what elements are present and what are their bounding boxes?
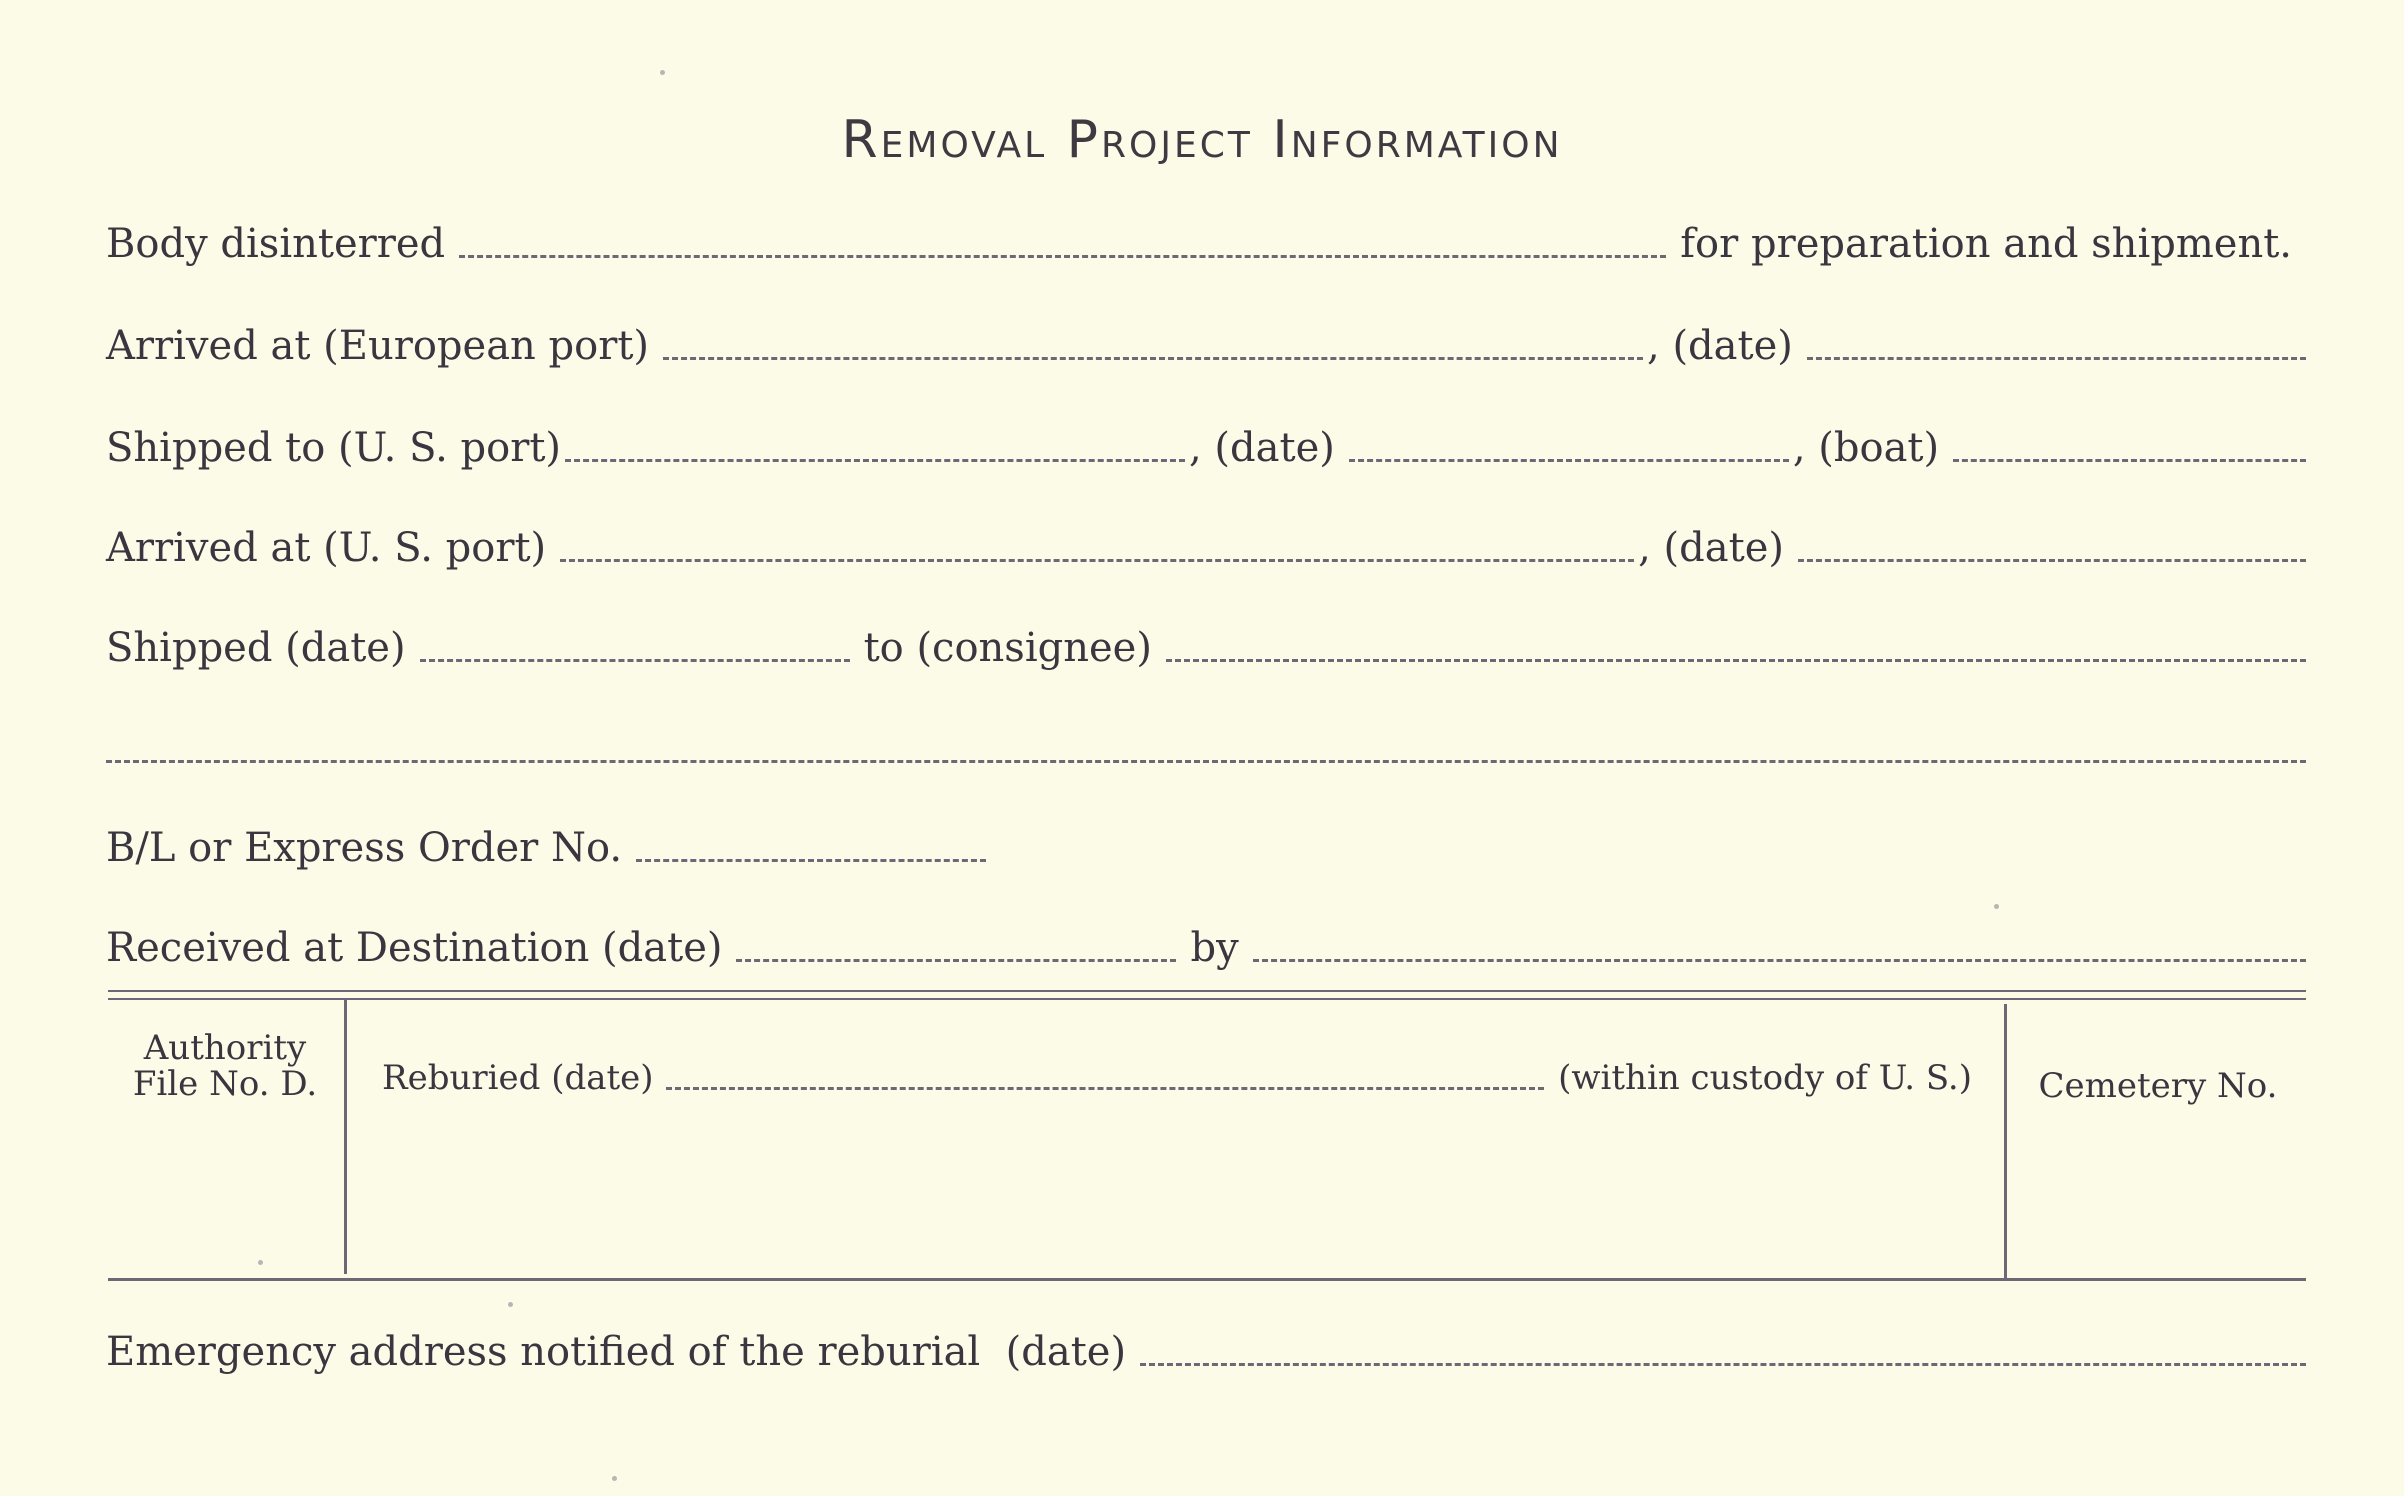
reburied-row: [382, 1058, 1972, 1098]
reburied-date-field[interactable]: [666, 1087, 1545, 1090]
body-disinterred-field[interactable]: [459, 255, 1666, 258]
emergency-row: [106, 1328, 2306, 1376]
received-date-field[interactable]: [736, 959, 1176, 962]
received-by-field[interactable]: [1253, 959, 2306, 962]
us-port-field[interactable]: [565, 459, 1185, 462]
by-label: by: [1190, 925, 1239, 971]
european-date-field[interactable]: [1807, 357, 2306, 360]
bl-order-row: [106, 824, 2306, 872]
european-date-label: , (date): [1647, 323, 1793, 369]
authority-file-label: [110, 1030, 340, 1102]
arrived-us-row: [106, 524, 2306, 572]
received-row: [106, 924, 2306, 972]
shipped-date-label: Shipped (date): [106, 625, 406, 671]
boat-field[interactable]: [1953, 459, 2306, 462]
double-rule: [108, 990, 2306, 1000]
arrived-european-row: [106, 322, 2306, 370]
emergency-date-field[interactable]: [1140, 1363, 2306, 1366]
file-no-line: File No. D.: [132, 1064, 318, 1104]
paper-speck: [258, 1260, 263, 1265]
boat-label: , (boat): [1792, 425, 1940, 471]
shipped-date-row: [106, 624, 2306, 672]
consignee-field[interactable]: [1166, 659, 2306, 662]
european-port-field[interactable]: [663, 357, 1643, 360]
cemetery-no-label: Cemetery No.: [2038, 1066, 2278, 1106]
paper-speck: [508, 1302, 513, 1307]
received-label: Received at Destination (date): [106, 925, 723, 971]
box-divider-left: [344, 1000, 347, 1274]
bl-order-label: B/L or Express Order No.: [106, 825, 623, 871]
custody-label: (within custody of U. S.): [1558, 1058, 1972, 1098]
body-disinterred-row: [106, 220, 2306, 268]
body-disinterred-label: Body disinterred: [106, 221, 446, 267]
emergency-label: Emergency address notified of the reburial (date): [106, 1329, 1127, 1375]
paper-speck: [612, 1476, 617, 1481]
arrived-us-port-field[interactable]: [560, 559, 1634, 562]
box-divider-right: [2004, 1004, 2007, 1280]
arrived-us-date-label: , (date): [1638, 525, 1784, 571]
reburied-label: Reburied (date): [382, 1058, 654, 1098]
bl-order-field[interactable]: [636, 859, 986, 862]
box-bottom-rule: [108, 1278, 2306, 1281]
shipped-us-date-field[interactable]: [1349, 459, 1789, 462]
consignee-continuation-field[interactable]: [106, 760, 2306, 763]
paper-speck: [1994, 904, 1999, 909]
arrived-us-date-field[interactable]: [1798, 559, 2306, 562]
shipped-date-label: , (date): [1189, 425, 1335, 471]
shipped-us-label: Shipped to (U. S. port): [106, 425, 561, 471]
paper-speck: [660, 70, 665, 75]
consignee-label: to (consignee): [863, 625, 1152, 671]
shipped-us-row: [106, 424, 2306, 472]
preparation-shipment-label: for preparation and shipment.: [1680, 221, 2292, 267]
shipped-date-field[interactable]: [420, 659, 850, 662]
form-title: Removal Project Information: [841, 110, 1563, 170]
arrived-us-label: Arrived at (U. S. port): [106, 525, 547, 571]
arrived-european-label: Arrived at (European port): [106, 323, 650, 369]
authority-line: Authority: [143, 1028, 307, 1068]
